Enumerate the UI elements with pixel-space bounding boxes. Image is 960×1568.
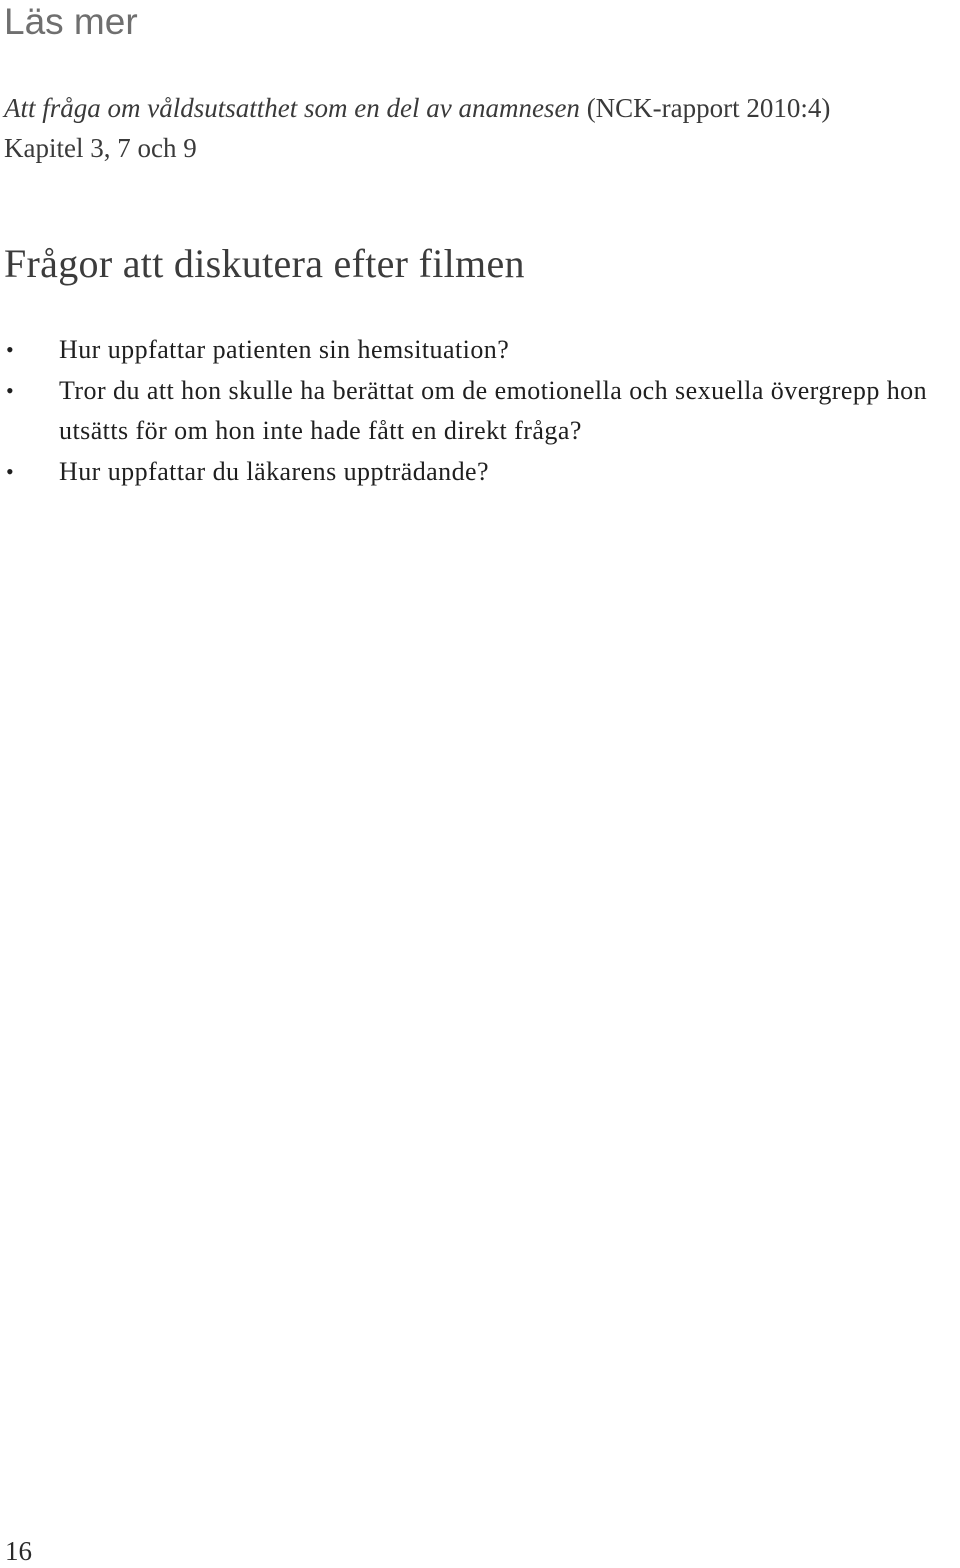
question-text: Hur uppfattar patienten sin hemsituation? — [59, 335, 510, 364]
question-item — [0, 452, 940, 493]
question-item — [0, 330, 940, 371]
question-text: Tror du att hon skulle ha berättat om de emotionella och sexuella övergrepp hon utsätts för om hon inte hade fått en direkt fråga? — [59, 375, 928, 445]
question-item — [0, 371, 940, 452]
question-list — [0, 330, 940, 492]
page-title: Läs mer — [4, 1, 138, 42]
bullet-icon: • — [6, 337, 15, 362]
question-text: Hur uppfattar du läkarens uppträdande? — [59, 456, 490, 486]
reference-block — [4, 88, 830, 168]
reference-chapters: Kapitel 3, 7 och 9 — [4, 133, 197, 163]
bullet-icon: • — [6, 377, 15, 403]
bullet-icon: • — [6, 458, 15, 484]
questions-heading: Frågor att diskutera efter filmen — [4, 241, 525, 286]
reference-source: (NCK-rapport 2010:4) — [586, 93, 831, 123]
reference-title: Att fråga om våldsutsatthet som en del av anamnesen — [4, 93, 580, 123]
page-number: 16 — [5, 1536, 32, 1566]
